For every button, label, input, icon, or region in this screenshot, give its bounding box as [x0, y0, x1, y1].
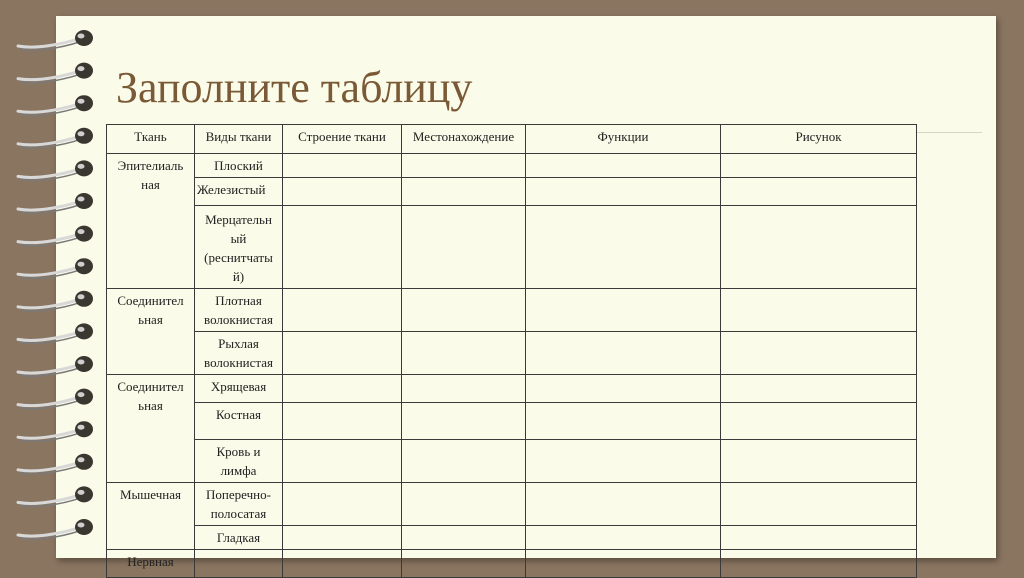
blank-cell[interactable] [283, 483, 402, 526]
header-cell: Виды ткани [195, 125, 283, 154]
blank-cell[interactable] [526, 332, 721, 375]
header-cell: Местонахождение [402, 125, 526, 154]
blank-cell[interactable] [526, 154, 721, 178]
tissue-cell: Соединител ьная [107, 289, 195, 375]
blank-cell[interactable] [721, 440, 917, 483]
table-row [107, 483, 917, 526]
blank-cell[interactable] [402, 483, 526, 526]
blank-cell[interactable] [721, 550, 917, 578]
blank-cell[interactable] [402, 403, 526, 440]
blank-cell[interactable] [721, 154, 917, 178]
blank-cell[interactable] [721, 332, 917, 375]
blank-cell[interactable] [721, 375, 917, 403]
table-row [107, 375, 917, 403]
blank-cell[interactable] [526, 178, 721, 206]
table-row [107, 526, 917, 550]
tissue-cell: Мышечная [107, 483, 195, 550]
tissue-type-cell: Поперечно-полосатая [195, 483, 283, 526]
spiral-binding-icon [0, 0, 110, 574]
fill-in-table [106, 124, 917, 578]
header-cell: Строение ткани [283, 125, 402, 154]
blank-cell[interactable] [526, 206, 721, 289]
blank-cell[interactable] [721, 289, 917, 332]
blank-cell[interactable] [402, 178, 526, 206]
blank-cell[interactable] [721, 526, 917, 550]
table-row [107, 550, 917, 578]
blank-cell[interactable] [402, 440, 526, 483]
header-cell: Функции [526, 125, 721, 154]
blank-cell[interactable] [283, 289, 402, 332]
tissue-type-cell: Хрящевая [195, 375, 283, 403]
blank-cell[interactable] [402, 526, 526, 550]
blank-cell[interactable] [402, 289, 526, 332]
blank-cell[interactable] [283, 375, 402, 403]
blank-cell[interactable] [721, 206, 917, 289]
blank-cell[interactable] [526, 403, 721, 440]
blank-cell[interactable] [721, 403, 917, 440]
header-cell: Ткань [107, 125, 195, 154]
table-row [107, 154, 917, 178]
blank-cell[interactable] [402, 154, 526, 178]
tissue-type-cell: Железистый [195, 178, 283, 206]
blank-cell[interactable] [283, 332, 402, 375]
tissue-type-cell: Рыхлая волокнистая [195, 332, 283, 375]
tissue-type-cell: Кровь и лимфа [195, 440, 283, 483]
blank-cell[interactable] [402, 550, 526, 578]
tissue-cell: Соединител ьная [107, 375, 195, 483]
blank-cell[interactable] [283, 206, 402, 289]
table-row [107, 403, 917, 440]
header-cell: Рисунок [721, 125, 917, 154]
blank-cell[interactable] [526, 483, 721, 526]
page-title: Заполните таблицу [116, 63, 473, 112]
tissue-cell: Нервная [107, 550, 195, 578]
tissue-type-cell: Мерцательн ый (реснитчаты й) [195, 206, 283, 289]
notebook-rule-line [916, 132, 982, 133]
tissue-type-cell[interactable] [195, 550, 283, 578]
tissue-type-cell: Костная [195, 403, 283, 440]
blank-cell[interactable] [283, 154, 402, 178]
blank-cell[interactable] [402, 206, 526, 289]
tissue-type-cell: Гладкая [195, 526, 283, 550]
blank-cell[interactable] [283, 526, 402, 550]
blank-cell[interactable] [526, 550, 721, 578]
table-row [107, 440, 917, 483]
tissue-type-cell: Плоский [195, 154, 283, 178]
blank-cell[interactable] [283, 178, 402, 206]
blank-cell[interactable] [526, 526, 721, 550]
blank-cell[interactable] [526, 289, 721, 332]
table-row [107, 206, 917, 289]
blank-cell[interactable] [402, 332, 526, 375]
tissue-cell: Эпителиаль ная [107, 154, 195, 289]
blank-cell[interactable] [526, 375, 721, 403]
blank-cell[interactable] [283, 550, 402, 578]
table-row [107, 332, 917, 375]
blank-cell[interactable] [526, 440, 721, 483]
blank-cell[interactable] [721, 483, 917, 526]
table-header-row [107, 125, 917, 154]
blank-cell[interactable] [283, 403, 402, 440]
tissue-type-cell: Плотная волокнистая [195, 289, 283, 332]
blank-cell[interactable] [721, 178, 917, 206]
table-row [107, 178, 917, 206]
blank-cell[interactable] [402, 375, 526, 403]
table-row [107, 289, 917, 332]
blank-cell[interactable] [283, 440, 402, 483]
